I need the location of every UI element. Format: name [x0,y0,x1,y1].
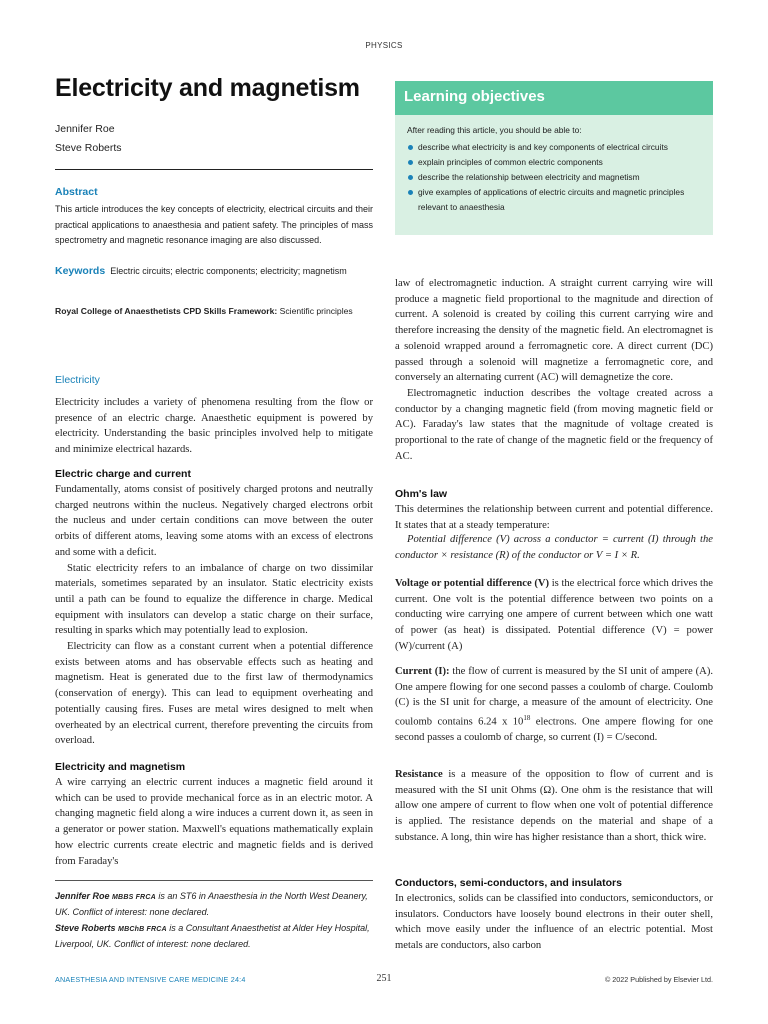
author-footnote [55,921,373,951]
keywords [55,264,373,278]
learning-objectives-title: Learning objectives [404,88,545,105]
definition: is a measure of the opposition to flow of current and is measured with the SI unit Ohms (Ω). One ohm is the resistance that will allow one ampere of current to flow when one volt of potential difference is applied. The resistance depends on the material and shape of a substance. A long, thin wire has higher resistance than a short, thick wire. [395,769,713,843]
voltage-definition [395,576,713,655]
paragraph: Electricity includes a variety of phenomena resulting from the flow or presence of an electric charge. Anaesthetic equipment is powered by electricity. Understanding the basic principles involved help to mitigate and minimize electrical hazards. [55,397,373,456]
electricity-magnetism-body [55,775,373,869]
footnote-author-name: Steve Roberts [55,923,116,933]
term: Voltage or potential difference (V) [395,578,550,589]
paragraph: This determines the relationship between current and potential difference. It states that at a steady temperature: [395,504,713,531]
section-heading-electricity: Electricity [55,374,100,386]
paragraph: Fundamentally, atoms consist of positively charged protons and neutrally charged neutrons within the nucleus. Negatively charged electrons orbit the nucleus and under certain conditions can move between the outer orbits of different atoms, leaving some atoms with an excess of electrons and some with a deficit. [55,484,373,558]
footer-journal: ANAESTHESIA AND INTENSIVE CARE MEDICINE 24:4 [55,975,246,984]
exponent: 18 [523,714,531,723]
cpd-label: Royal College of Anaesthetists CPD Skills Framework: [55,306,278,316]
abstract-text: This article introduces the key concepts of electricity, electrical circuits and their practical applications to anaesthesia and patient safety. The principles of mass spectrometry and magnetic resonance imaging are also discussed. [55,204,373,246]
list-item: explain principles of common electric components [407,155,707,170]
author-name: Steve Roberts [55,142,122,154]
footnote-divider [55,880,373,881]
subheading-ohms-law: Ohm's law [395,488,448,500]
term: Resistance [395,769,443,780]
electricity-intro [55,395,373,458]
list-item: describe the relationship between electricity and magnetism [407,170,707,185]
definition: is the electrical force which drives the current. One volt is the potential difference between two points on a conducting wire carrying one ampere of current between which one watt of power (as heat) is dissipated. Potential difference (V) = power (W)/current (A) [395,578,713,652]
cpd-text: Scientific principles [279,306,353,316]
paragraph: In electronics, solids can be classified into conductors, semiconductors, or insulators. Conductors have loosely bound electrons in their outer shell, which move easily under the influence of an electric potential. Most metals are conductors, also carbon [395,893,713,952]
formula: Potential difference (V) across a conductor = current (I) through the conductor × resistance (R) of the conductor or V = I × R. [395,534,713,561]
footer-copyright: © 2022 Published by Elsevier Ltd. [605,975,713,984]
cpd-framework [55,306,385,316]
definition: the flow of current is measured by the SI unit of ampere (A). One ampere flowing for one second passes a coulomb of charge. Coulomb (C) is the SI unit for charge, a measure of the amount of electricity. One coulomb contains 6.24 x 10 [395,666,713,728]
term: Current (I): [395,666,450,677]
learning-objectives-intro: After reading this article, you should be able to: [407,125,582,135]
list-item: describe what electricity is and key components of electrical circuits [407,140,707,155]
paragraph: A wire carrying an electric current induces a magnetic field around it which can be used to provide mechanical force as in an electric motor. A changing magnetic field along a wire induces a current down it, as seen in a generator or power station. Maxwell's equations mathematically explain how electric currents create electric and magnetic fields and is derived from Faraday's [55,777,373,867]
footnote-credentials: MBBS FRCA [112,894,156,901]
paragraph: Electricity can flow as a constant current when a potential difference exists between atoms and has observable effects such as heating and magnetism. Heat is generated due to the first law of thermodynamics (conservation of energy). This can lead to equipment overheating and potentially causing fires. Fuses are metal wires designed to melt when overheated by an electrical current, therefore preventing the circuits from overload. [55,641,373,747]
paragraph: law of electromagnetic induction. A straight current carrying wire will produce a magnetic field proportional to the magnitude and direction of current. A solenoid is created by coiling this current carrying wire and therefore increasing the density of the magnetic field. An electromagnet is a solenoid wrapped around a ferromagnetic core. A direct current (DC) passed through a solenoid will magnetize a ferromagnetic core, and conversely an alternating current (AC) will demagnetize the core. [395,278,713,384]
subheading-electricity-magnetism: Electricity and magnetism [55,761,186,773]
running-head: PHYSICS [365,41,403,50]
subheading-conductors: Conductors, semi-conductors, and insulators [395,877,622,889]
electric-charge-body [55,482,373,749]
learning-objectives-list [407,140,707,215]
definition: electrons. One ampere flowing for one second passes a coulomb of charge, so current (I) = C/second. [395,716,713,744]
footnote-text: is a Consultant Anaesthetist at Alder Hey Hospital, Liverpool, UK. Conflict of interest: none declared. [55,923,370,949]
author-name: Jennifer Roe [55,123,115,135]
title-divider [55,169,373,170]
electromagnetic-induction-body [395,276,713,464]
list-item: give examples of applications of electric circuits and magnetic principles relevant to anaesthesia [407,185,707,215]
ohms-law-formula [395,532,713,563]
resistance-definition [395,767,713,846]
paragraph: Static electricity refers to an imbalance of charge on two dissimilar materials, sometimes separated by an insulator. Static electricity exists until a path can be found to equalize the difference in charge. Medical equipment with insulators can develop a static charge on their surface, resulting in sparks which may potentially lead to explosion. [55,562,373,637]
conductors-body [395,891,713,954]
footnote-author-name: Jennifer Roe [55,891,110,901]
footnote-credentials: MBChB FRCA [118,926,167,933]
author-footnote [55,889,373,919]
ohms-law-text [395,502,713,533]
article-title: Electricity and magnetism [55,74,360,102]
abstract-heading: Abstract [55,186,98,198]
keywords-text: Electric circuits; electric components; electricity; magnetism [110,266,347,276]
footnote-text: is an ST6 in Anaesthesia in the North West Deanery, UK. Conflict of interest: none declared. [55,891,368,917]
keywords-label: Keywords [55,265,106,277]
subheading-electric-charge: Electric charge and current [55,468,191,480]
paragraph: Electromagnetic induction describes the voltage created across a conductor by a changing magnetic field (from moving magnetic field or AC). Faraday's law states that the magnitude of voltage created is proportional to the rate of change of the magnetic field or the frequency of AC. [395,387,713,462]
page-number: 251 [376,973,392,984]
current-definition [395,664,713,746]
